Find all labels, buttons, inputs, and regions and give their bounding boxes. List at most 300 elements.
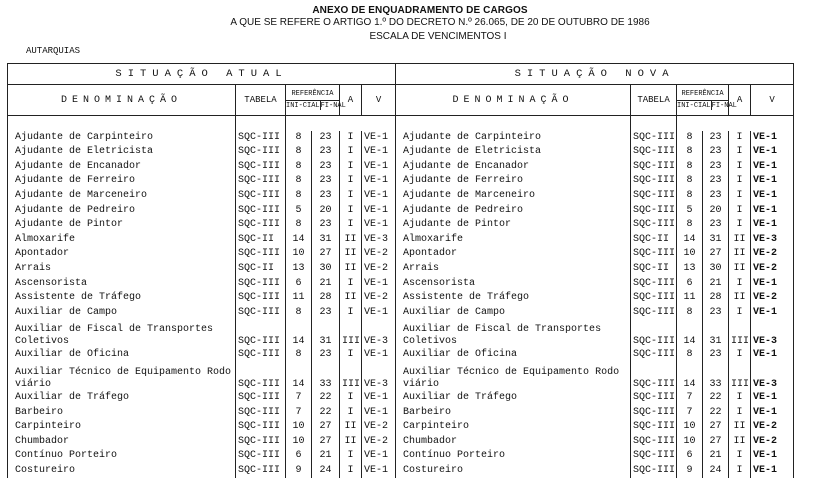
cell-a-new: I bbox=[729, 218, 751, 233]
cell-v: VE-1 bbox=[362, 464, 396, 479]
cell-denominacao-new: Assistente de Tráfego bbox=[396, 291, 631, 306]
cell-v: VE-1 bbox=[362, 306, 396, 321]
cell-inicial-new: 14 bbox=[677, 233, 703, 248]
cell-v-new: VE-2 bbox=[751, 420, 794, 435]
table-row bbox=[8, 247, 794, 262]
cell-inicial: 8 bbox=[286, 189, 312, 204]
cell-final: 20 bbox=[312, 204, 340, 219]
cell-a-new: I bbox=[729, 204, 751, 219]
cell-inicial: 13 bbox=[286, 262, 312, 277]
cell-tabela: SQC-III bbox=[236, 391, 286, 406]
cell-final-new: 31 bbox=[703, 320, 729, 348]
cell-v: VE-1 bbox=[362, 204, 396, 219]
cell-final: 21 bbox=[312, 449, 340, 464]
cell-final-new: 30 bbox=[703, 262, 729, 277]
document-subtitle: A QUE SE REFERE O ARTIGO 1.º DO DECRETO N.º 26.065, DE 20 DE OUTUBRO DE 1986 bbox=[230, 17, 650, 28]
cell-a-new: I bbox=[729, 277, 751, 292]
cell-denominacao: Ajudante de Ferreiro bbox=[8, 174, 236, 189]
cell-final-new: 23 bbox=[703, 160, 729, 175]
cell-a-new: III bbox=[729, 363, 751, 391]
cell-inicial-new: 8 bbox=[677, 174, 703, 189]
cell-tabela: SQC-III bbox=[236, 160, 286, 175]
header-referencia-new bbox=[677, 85, 737, 116]
cell-denominacao: Ajudante de Pedreiro bbox=[8, 204, 236, 219]
cell-a: I bbox=[340, 391, 362, 406]
cell-inicial-new: 8 bbox=[677, 131, 703, 146]
cell-inicial-new: 6 bbox=[677, 277, 703, 292]
cell-v: VE-3 bbox=[362, 320, 396, 348]
cell-tabela-new: SQC-III bbox=[631, 306, 677, 321]
cell-a-new: I bbox=[729, 391, 751, 406]
cell-final: 21 bbox=[312, 277, 340, 292]
current-situation-title: SITUAÇÃO ATUAL bbox=[8, 64, 396, 85]
cell-v: VE-1 bbox=[362, 174, 396, 189]
cell-tabela-new: SQC-III bbox=[631, 174, 677, 189]
cell-denominacao: Auxiliar Técnico de Equipamento Rodo viário bbox=[8, 363, 236, 391]
cell-a-new: II bbox=[729, 262, 751, 277]
cell-final-new: 27 bbox=[703, 435, 729, 450]
table-row bbox=[8, 174, 794, 189]
table-row bbox=[8, 391, 794, 406]
cell-a-new: I bbox=[729, 160, 751, 175]
cell-tabela-new: SQC-II bbox=[631, 233, 677, 248]
cell-denominacao: Arrais bbox=[8, 262, 236, 277]
cell-denominacao: Ascensorista bbox=[8, 277, 236, 292]
cell-tabela: SQC-III bbox=[236, 277, 286, 292]
table-row bbox=[8, 262, 794, 277]
cell-a-new: I bbox=[729, 145, 751, 160]
cell-v-new: VE-2 bbox=[751, 435, 794, 450]
cell-tabela: SQC-III bbox=[236, 420, 286, 435]
cell-denominacao-new: Carpinteiro bbox=[396, 420, 631, 435]
new-situation-title: SITUAÇÃO NOVA bbox=[396, 64, 794, 85]
cell-inicial: 10 bbox=[286, 247, 312, 262]
cell-inicial-new: 14 bbox=[677, 363, 703, 391]
cell-final: 27 bbox=[312, 435, 340, 450]
cell-denominacao: Carpinteiro bbox=[8, 420, 236, 435]
cell-denominacao: Auxiliar de Oficina bbox=[8, 348, 236, 363]
cell-a-new: I bbox=[729, 174, 751, 189]
cell-final-new: 24 bbox=[703, 464, 729, 479]
cell-v: VE-1 bbox=[362, 391, 396, 406]
cell-v: VE-2 bbox=[362, 247, 396, 262]
cell-v: VE-1 bbox=[362, 218, 396, 233]
cell-a-new: I bbox=[729, 306, 751, 321]
cell-final-new: 22 bbox=[703, 406, 729, 421]
cell-inicial-new: 11 bbox=[677, 291, 703, 306]
cell-final: 23 bbox=[312, 131, 340, 146]
header-final-new: FI-NAL bbox=[711, 102, 737, 110]
classification-table bbox=[7, 63, 794, 478]
cell-tabela-new: SQC-III bbox=[631, 420, 677, 435]
cell-inicial-new: 9 bbox=[677, 464, 703, 479]
cell-final-new: 23 bbox=[703, 174, 729, 189]
cell-denominacao: Auxiliar de Campo bbox=[8, 306, 236, 321]
cell-denominacao-new: Ajudante de Carpinteiro bbox=[396, 131, 631, 146]
cell-v: VE-1 bbox=[362, 449, 396, 464]
cell-denominacao-new: Barbeiro bbox=[396, 406, 631, 421]
cell-v: VE-3 bbox=[362, 233, 396, 248]
cell-tabela: SQC-III bbox=[236, 464, 286, 479]
cell-inicial-new: 10 bbox=[677, 435, 703, 450]
cell-v-new: VE-1 bbox=[751, 391, 794, 406]
header-referencia-label-new: REFERÊNCIA bbox=[681, 90, 724, 98]
cell-a: I bbox=[340, 464, 362, 479]
cell-a: II bbox=[340, 435, 362, 450]
table-row bbox=[8, 449, 794, 464]
cell-inicial-new: 8 bbox=[677, 189, 703, 204]
cell-v-new: VE-3 bbox=[751, 233, 794, 248]
cell-denominacao: Ajudante de Marceneiro bbox=[8, 189, 236, 204]
cell-v-new: VE-1 bbox=[751, 145, 794, 160]
cell-v: VE-2 bbox=[362, 262, 396, 277]
cell-tabela: SQC-III bbox=[236, 348, 286, 363]
cell-denominacao-new: Auxiliar de Campo bbox=[396, 306, 631, 321]
cell-v-new: VE-1 bbox=[751, 218, 794, 233]
cell-denominacao-new: Almoxarife bbox=[396, 233, 631, 248]
cell-inicial-new: 6 bbox=[677, 449, 703, 464]
header-tabela: TABELA bbox=[236, 85, 286, 116]
cell-a-new: I bbox=[729, 406, 751, 421]
cell-inicial-new: 10 bbox=[677, 247, 703, 262]
cell-inicial: 8 bbox=[286, 218, 312, 233]
cell-final-new: 22 bbox=[703, 391, 729, 406]
cell-v-new: VE-1 bbox=[751, 204, 794, 219]
cell-tabela-new: SQC-III bbox=[631, 449, 677, 464]
cell-denominacao: Barbeiro bbox=[8, 406, 236, 421]
cell-v-new: VE-1 bbox=[751, 306, 794, 321]
cell-inicial: 6 bbox=[286, 449, 312, 464]
cell-denominacao-new: Ajudante de Marceneiro bbox=[396, 189, 631, 204]
cell-tabela: SQC-II bbox=[236, 233, 286, 248]
cell-inicial: 14 bbox=[286, 233, 312, 248]
cell-inicial-new: 13 bbox=[677, 262, 703, 277]
cell-a-new: I bbox=[729, 348, 751, 363]
cell-inicial: 10 bbox=[286, 420, 312, 435]
cell-a: II bbox=[340, 262, 362, 277]
cell-final: 31 bbox=[312, 320, 340, 348]
cell-tabela-new: SQC-III bbox=[631, 131, 677, 146]
cell-final: 22 bbox=[312, 391, 340, 406]
cell-tabela-new: SQC-II bbox=[631, 262, 677, 277]
cell-v: VE-1 bbox=[362, 277, 396, 292]
cell-denominacao-new: Contínuo Porteiro bbox=[396, 449, 631, 464]
cell-tabela: SQC-III bbox=[236, 406, 286, 421]
cell-inicial-new: 14 bbox=[677, 320, 703, 348]
cell-inicial-new: 8 bbox=[677, 160, 703, 175]
table-row bbox=[8, 233, 794, 248]
cell-tabela-new: SQC-III bbox=[631, 406, 677, 421]
cell-final-new: 23 bbox=[703, 306, 729, 321]
table-row bbox=[8, 291, 794, 306]
cell-denominacao: Ajudante de Encanador bbox=[8, 160, 236, 175]
cell-tabela: SQC-III bbox=[236, 174, 286, 189]
cell-final-new: 27 bbox=[703, 247, 729, 262]
cell-v: VE-1 bbox=[362, 160, 396, 175]
cell-tabela-new: SQC-III bbox=[631, 391, 677, 406]
header-denominacao-new: DENOMINAÇÃO bbox=[396, 85, 631, 116]
cell-tabela-new: SQC-III bbox=[631, 189, 677, 204]
cell-tabela: SQC-III bbox=[236, 145, 286, 160]
cell-a-new: III bbox=[729, 320, 751, 348]
cell-tabela-new: SQC-III bbox=[631, 464, 677, 479]
cell-v: VE-1 bbox=[362, 348, 396, 363]
cell-inicial: 8 bbox=[286, 145, 312, 160]
cell-final: 23 bbox=[312, 160, 340, 175]
cell-a: III bbox=[340, 320, 362, 348]
cell-final-new: 27 bbox=[703, 420, 729, 435]
cell-final-new: 21 bbox=[703, 277, 729, 292]
cell-inicial: 8 bbox=[286, 160, 312, 175]
cell-denominacao-new: Auxiliar Técnico de Equipamento Rodo viário bbox=[396, 363, 631, 391]
cell-final-new: 23 bbox=[703, 145, 729, 160]
table-row bbox=[8, 218, 794, 233]
cell-final-new: 33 bbox=[703, 363, 729, 391]
cell-final-new: 23 bbox=[703, 218, 729, 233]
cell-final-new: 21 bbox=[703, 449, 729, 464]
cell-final: 30 bbox=[312, 262, 340, 277]
cell-denominacao: Chumbador bbox=[8, 435, 236, 450]
cell-a: I bbox=[340, 131, 362, 146]
cell-inicial: 14 bbox=[286, 320, 312, 348]
cell-tabela-new: SQC-III bbox=[631, 218, 677, 233]
cell-a-new: I bbox=[729, 189, 751, 204]
cell-denominacao: Ajudante de Pintor bbox=[8, 218, 236, 233]
table-row bbox=[8, 406, 794, 421]
cell-inicial-new: 7 bbox=[677, 406, 703, 421]
cell-a-new: I bbox=[729, 449, 751, 464]
cell-a: III bbox=[340, 363, 362, 391]
table-row bbox=[8, 320, 794, 348]
cell-a: I bbox=[340, 189, 362, 204]
cell-tabela: SQC-III bbox=[236, 435, 286, 450]
cell-tabela: SQC-III bbox=[236, 131, 286, 146]
cell-inicial-new: 5 bbox=[677, 204, 703, 219]
table-row bbox=[8, 277, 794, 292]
cell-inicial: 8 bbox=[286, 131, 312, 146]
cell-final: 23 bbox=[312, 348, 340, 363]
cell-a-new: II bbox=[729, 420, 751, 435]
cell-tabela-new: SQC-III bbox=[631, 291, 677, 306]
cell-a-new: I bbox=[729, 464, 751, 479]
cell-inicial: 9 bbox=[286, 464, 312, 479]
cell-v: VE-1 bbox=[362, 145, 396, 160]
cell-a: I bbox=[340, 160, 362, 175]
cell-a: II bbox=[340, 233, 362, 248]
header-referencia bbox=[286, 85, 346, 116]
cell-a: I bbox=[340, 406, 362, 421]
cell-final: 31 bbox=[312, 233, 340, 248]
cell-tabela-new: SQC-III bbox=[631, 363, 677, 391]
salary-scale-label: ESCALA DE VENCIMENTOS I bbox=[369, 31, 507, 42]
cell-tabela: SQC-III bbox=[236, 247, 286, 262]
cell-tabela: SQC-III bbox=[236, 218, 286, 233]
table-row bbox=[8, 348, 794, 363]
cell-denominacao: Ajudante de Carpinteiro bbox=[8, 131, 236, 146]
cell-denominacao-new: Ajudante de Encanador bbox=[396, 160, 631, 175]
cell-denominacao: Ajudante de Eletricista bbox=[8, 145, 236, 160]
header-denominacao: DENOMINAÇÃO bbox=[8, 85, 236, 116]
cell-denominacao: Costureiro bbox=[8, 464, 236, 479]
cell-v: VE-1 bbox=[362, 189, 396, 204]
cell-a: II bbox=[340, 247, 362, 262]
cell-final: 27 bbox=[312, 420, 340, 435]
cell-v-new: VE-3 bbox=[751, 320, 794, 348]
cell-denominacao: Assistente de Tráfego bbox=[8, 291, 236, 306]
cell-inicial: 11 bbox=[286, 291, 312, 306]
cell-tabela-new: SQC-III bbox=[631, 277, 677, 292]
cell-a-new: II bbox=[729, 291, 751, 306]
cell-inicial-new: 8 bbox=[677, 348, 703, 363]
table-row bbox=[8, 145, 794, 160]
header-referencia-label: REFERÊNCIA bbox=[291, 90, 334, 98]
cell-v: VE-3 bbox=[362, 363, 396, 391]
header-inicial: INI-CIAL bbox=[286, 102, 320, 110]
cell-denominacao: Auxiliar de Tráfego bbox=[8, 391, 236, 406]
cell-inicial-new: 7 bbox=[677, 391, 703, 406]
spacer-row bbox=[8, 116, 794, 131]
cell-tabela-new: SQC-III bbox=[631, 348, 677, 363]
cell-final-new: 31 bbox=[703, 233, 729, 248]
header-a-new: A bbox=[729, 85, 751, 116]
cell-a-new: I bbox=[729, 131, 751, 146]
cell-final: 24 bbox=[312, 464, 340, 479]
cell-a: I bbox=[340, 218, 362, 233]
cell-denominacao: Almoxarife bbox=[8, 233, 236, 248]
cell-tabela-new: SQC-III bbox=[631, 247, 677, 262]
cell-v-new: VE-1 bbox=[751, 189, 794, 204]
cell-v: VE-1 bbox=[362, 406, 396, 421]
cell-denominacao-new: Ajudante de Ferreiro bbox=[396, 174, 631, 189]
cell-denominacao: Auxiliar de Fiscal de Transportes Coletivos bbox=[8, 320, 236, 348]
table-row bbox=[8, 420, 794, 435]
cell-final-new: 23 bbox=[703, 348, 729, 363]
cell-inicial-new: 10 bbox=[677, 420, 703, 435]
cell-v-new: VE-1 bbox=[751, 174, 794, 189]
cell-tabela-new: SQC-III bbox=[631, 160, 677, 175]
cell-inicial: 14 bbox=[286, 363, 312, 391]
cell-inicial: 7 bbox=[286, 391, 312, 406]
table-body bbox=[8, 116, 794, 479]
cell-v-new: VE-1 bbox=[751, 131, 794, 146]
cell-a: I bbox=[340, 204, 362, 219]
cell-final: 23 bbox=[312, 189, 340, 204]
table-row bbox=[8, 160, 794, 175]
cell-denominacao-new: Ajudante de Pedreiro bbox=[396, 204, 631, 219]
cell-tabela: SQC-III bbox=[236, 204, 286, 219]
cell-v-new: VE-1 bbox=[751, 464, 794, 479]
cell-final: 27 bbox=[312, 247, 340, 262]
header-tabela-new: TABELA bbox=[631, 85, 677, 116]
header-final: FI-NAL bbox=[320, 102, 346, 110]
cell-v: VE-2 bbox=[362, 435, 396, 450]
table-row bbox=[8, 189, 794, 204]
cell-inicial: 6 bbox=[286, 277, 312, 292]
cell-final-new: 28 bbox=[703, 291, 729, 306]
cell-final: 23 bbox=[312, 218, 340, 233]
section-label: AUTARQUIAS bbox=[26, 46, 81, 56]
cell-a: II bbox=[340, 420, 362, 435]
cell-v-new: VE-2 bbox=[751, 291, 794, 306]
cell-denominacao: Contínuo Porteiro bbox=[8, 449, 236, 464]
cell-final: 28 bbox=[312, 291, 340, 306]
cell-a: I bbox=[340, 277, 362, 292]
table-row bbox=[8, 464, 794, 479]
cell-a-new: II bbox=[729, 233, 751, 248]
cell-final-new: 23 bbox=[703, 131, 729, 146]
cell-final: 23 bbox=[312, 145, 340, 160]
header-a: A bbox=[340, 85, 362, 116]
cell-tabela: SQC-III bbox=[236, 291, 286, 306]
cell-final: 33 bbox=[312, 363, 340, 391]
cell-a-new: II bbox=[729, 435, 751, 450]
cell-inicial: 7 bbox=[286, 406, 312, 421]
cell-a: I bbox=[340, 306, 362, 321]
cell-tabela: SQC-III bbox=[236, 449, 286, 464]
cell-denominacao-new: Chumbador bbox=[396, 435, 631, 450]
cell-v-new: VE-1 bbox=[751, 406, 794, 421]
cell-denominacao-new: Auxiliar de Oficina bbox=[396, 348, 631, 363]
cell-v: VE-1 bbox=[362, 131, 396, 146]
cell-inicial: 5 bbox=[286, 204, 312, 219]
cell-a: II bbox=[340, 291, 362, 306]
cell-inicial: 8 bbox=[286, 306, 312, 321]
cell-v-new: VE-1 bbox=[751, 277, 794, 292]
cell-denominacao-new: Ajudante de Pintor bbox=[396, 218, 631, 233]
cell-final-new: 20 bbox=[703, 204, 729, 219]
cell-v-new: VE-2 bbox=[751, 262, 794, 277]
cell-a-new: II bbox=[729, 247, 751, 262]
cell-tabela: SQC-III bbox=[236, 363, 286, 391]
cell-v: VE-2 bbox=[362, 291, 396, 306]
cell-denominacao: Apontador bbox=[8, 247, 236, 262]
cell-final: 23 bbox=[312, 174, 340, 189]
cell-inicial: 10 bbox=[286, 435, 312, 450]
cell-denominacao-new: Ajudante de Eletricista bbox=[396, 145, 631, 160]
cell-v-new: VE-3 bbox=[751, 363, 794, 391]
cell-inicial: 8 bbox=[286, 348, 312, 363]
document-title: ANEXO DE ENQUADRAMENTO DE CARGOS bbox=[312, 5, 528, 16]
table-row bbox=[8, 204, 794, 219]
cell-v-new: VE-1 bbox=[751, 449, 794, 464]
cell-inicial-new: 8 bbox=[677, 145, 703, 160]
cell-denominacao-new: Arrais bbox=[396, 262, 631, 277]
cell-denominacao-new: Apontador bbox=[396, 247, 631, 262]
cell-tabela: SQC-III bbox=[236, 320, 286, 348]
cell-tabela-new: SQC-III bbox=[631, 145, 677, 160]
cell-v-new: VE-1 bbox=[751, 348, 794, 363]
cell-denominacao-new: Auxiliar de Fiscal de Transportes Coletivos bbox=[396, 320, 631, 348]
cell-a: I bbox=[340, 174, 362, 189]
table-row bbox=[8, 363, 794, 391]
cell-final: 23 bbox=[312, 306, 340, 321]
cell-tabela: SQC-II bbox=[236, 262, 286, 277]
cell-denominacao-new: Ascensorista bbox=[396, 277, 631, 292]
cell-v: VE-2 bbox=[362, 420, 396, 435]
cell-tabela-new: SQC-III bbox=[631, 435, 677, 450]
cell-v-new: VE-1 bbox=[751, 160, 794, 175]
cell-inicial: 8 bbox=[286, 174, 312, 189]
cell-tabela-new: SQC-III bbox=[631, 320, 677, 348]
header-v-new: V bbox=[751, 85, 794, 116]
cell-tabela: SQC-III bbox=[236, 189, 286, 204]
cell-final: 22 bbox=[312, 406, 340, 421]
cell-inicial-new: 8 bbox=[677, 218, 703, 233]
cell-a: I bbox=[340, 145, 362, 160]
cell-tabela: SQC-III bbox=[236, 306, 286, 321]
cell-denominacao-new: Auxiliar de Tráfego bbox=[396, 391, 631, 406]
cell-tabela-new: SQC-III bbox=[631, 204, 677, 219]
